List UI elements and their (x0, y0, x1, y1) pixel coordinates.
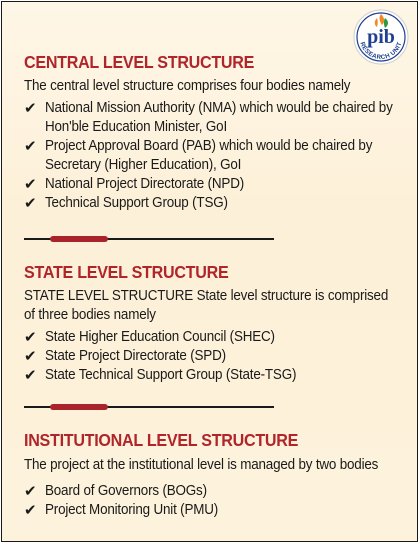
section-intro: The central level structure comprises four bodies namely (24, 78, 351, 94)
section-heading: CENTRAL LEVEL STRUCTURE (24, 52, 255, 72)
list-item: ✔ State Technical Support Group (State-TSG) (24, 367, 297, 384)
checkmark-icon: ✔ (24, 367, 37, 384)
section-heading: STATE LEVEL STRUCTURE (24, 262, 229, 282)
list-item: ✔ State Higher Education Council (SHEC) (24, 329, 275, 346)
logo-mark: pib (367, 26, 395, 48)
checkmark-icon: ✔ (24, 483, 37, 500)
infographic-panel (1, 1, 418, 542)
logo-ring-text: RESEARCH UNIT (358, 41, 404, 62)
divider-accent (50, 236, 108, 242)
section-divider (24, 406, 274, 408)
list-item: ✔ Project Approval Board (PAB) which would be chaired by Secretary (Higher Education), GoI (24, 138, 373, 173)
item-list (24, 328, 409, 385)
list-item: ✔ Project Monitoring Unit (PMU) (24, 502, 219, 519)
section-intro: The project at the institutional level is managed by two bodies (24, 457, 379, 473)
divider-accent (50, 404, 108, 410)
section-divider (24, 238, 274, 240)
item-list (24, 99, 409, 213)
checkmark-icon: ✔ (24, 348, 37, 365)
checkmark-icon: ✔ (24, 195, 37, 212)
list-item: ✔ National Mission Authority (NMA) which would be chaired by Hon'ble Education Minister, GoI (24, 100, 393, 135)
list-item: ✔ Technical Support Group (TSG) (24, 195, 228, 212)
checkmark-icon: ✔ (24, 329, 37, 346)
checkmark-icon: ✔ (24, 502, 37, 519)
item-list (24, 482, 409, 520)
list-item: ✔ State Project Directorate (SPD) (24, 348, 226, 365)
section-intro: STATE LEVEL STRUCTURE State level structure is comprised of three bodies namely (24, 288, 389, 323)
checkmark-icon: ✔ (24, 100, 37, 117)
checkmark-icon: ✔ (24, 176, 37, 193)
section-state (24, 262, 409, 385)
checkmark-icon: ✔ (24, 138, 37, 155)
section-central (24, 52, 409, 213)
list-item: ✔ Board of Governors (BOGs) (24, 483, 207, 500)
list-item: ✔ National Project Directorate (NPD) (24, 176, 245, 193)
section-heading: INSTITUTIONAL LEVEL STRUCTURE (24, 430, 299, 450)
section-institutional (24, 430, 409, 520)
